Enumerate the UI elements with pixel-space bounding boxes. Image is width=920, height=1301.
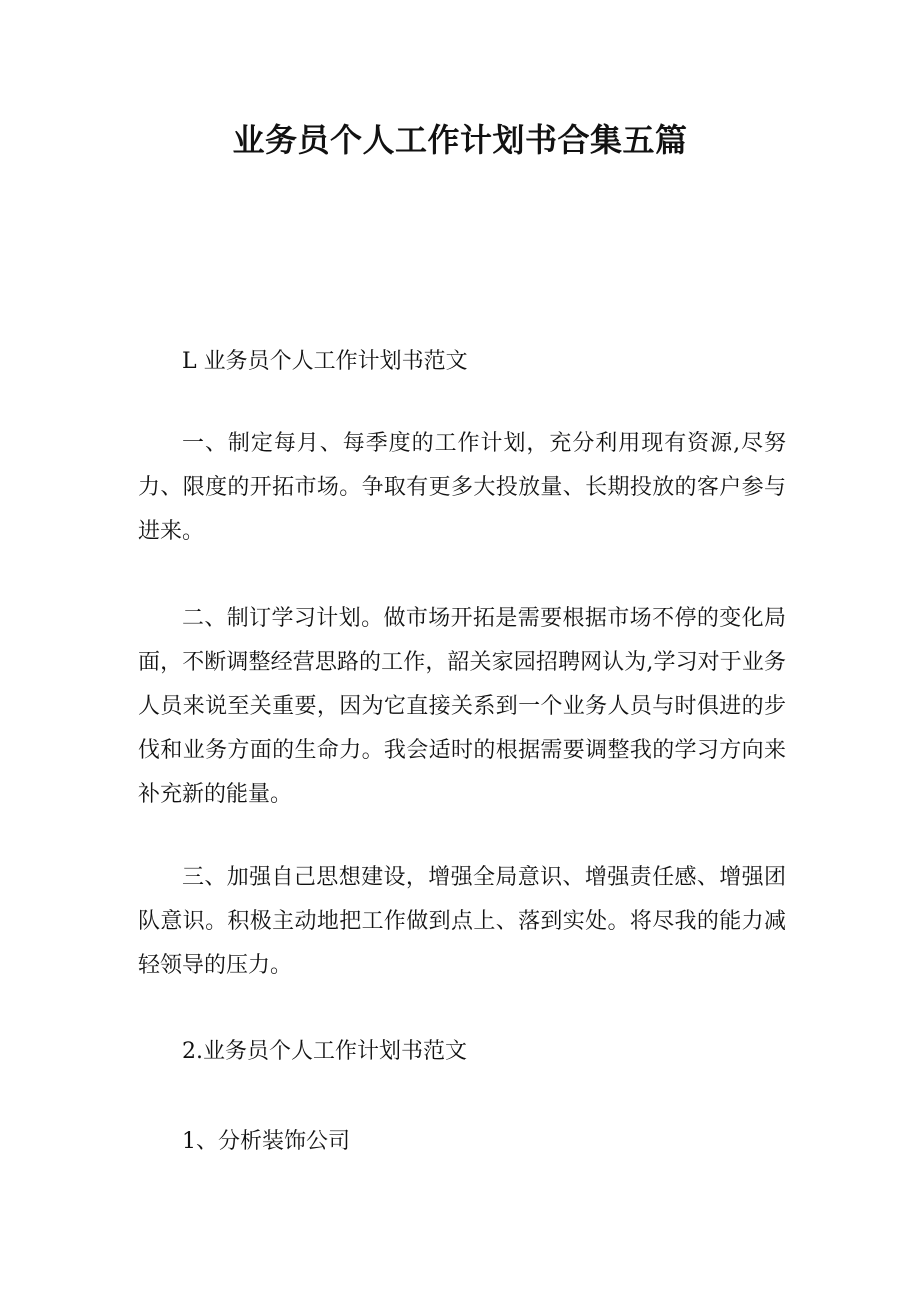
section-heading-1: L 业务员个人工作计划书范文 <box>182 349 468 374</box>
document-title: 业务员个人工作计划书合集五篇 <box>232 121 688 159</box>
list-item-1: 1、分析装饰公司 <box>182 1129 350 1154</box>
paragraph-1: 一、制定每月、每季度的工作计划，充分利用现有资源,尽努力、限度的开拓市场。争取有更多大投放量、长期投放的客户参与进来。 <box>138 431 786 544</box>
section-heading-2: 2.业务员个人工作计划书范文 <box>182 1039 467 1064</box>
paragraph-3: 三、加强自己思想建设，增强全局意识、增强责任感、增强团队意识。积极主动地把工作做到点上、落到实处。将尽我的能力减轻领导的压力。 <box>138 865 786 978</box>
paragraph-2: 二、制订学习计划。做市场开拓是需要根据市场不停的变化局面，不断调整经营思路的工作，韶关家园招聘网认为,学习对于业务人员来说至关重要，因为它直接关系到一个业务人员与时俱进的步伐和业务方面的生命力。我会适时的根据需要调整我的学习方向来补充新的能量。 <box>138 606 786 807</box>
